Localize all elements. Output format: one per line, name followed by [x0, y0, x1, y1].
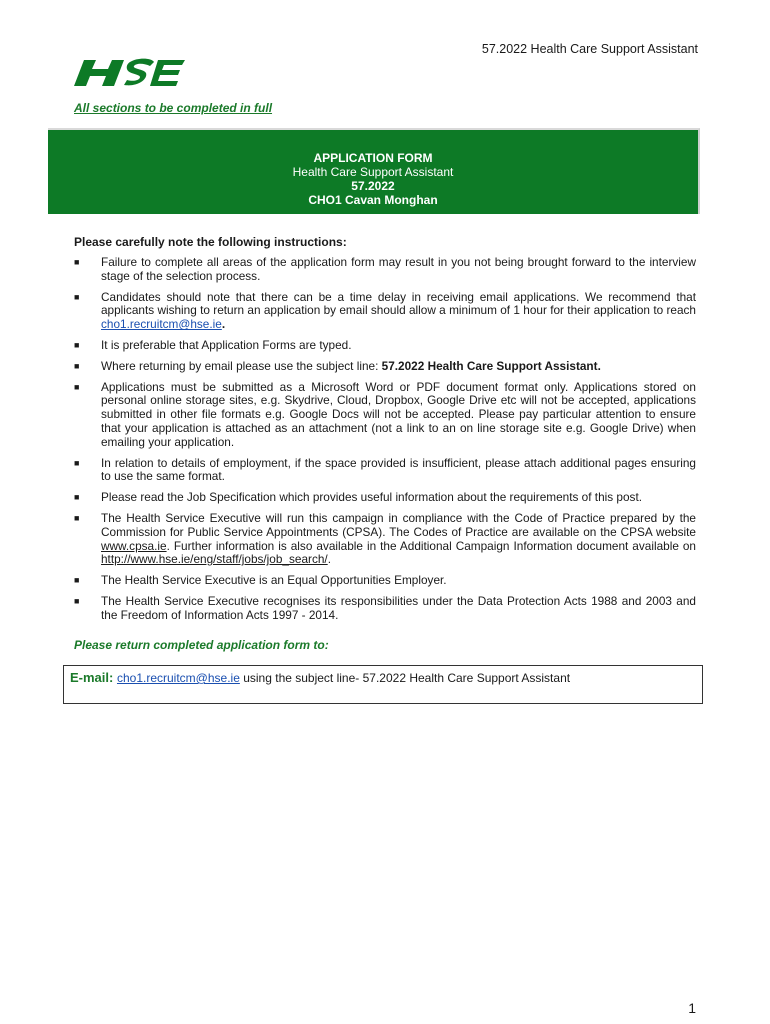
banner-position: Health Care Support Assistant	[292, 165, 454, 179]
bullet-icon: ■	[74, 291, 80, 302]
email-box	[63, 665, 703, 704]
email-label: E-mail:	[70, 670, 117, 685]
instructions-heading: Please carefully note the following instructions:	[74, 235, 347, 249]
instruction-item: ■ The Health Service Executive will run this campaign in compliance with the Code of Practice prepared by the Commission for Public Service Appointments (CPSA). The Codes of Practice are available on the CPSA website www.cpsa.ie. Further information is also available in the Additional Campaign Information document available on http://www.hse.ie/eng/staff/jobs/job_search/.	[74, 510, 696, 567]
recruit-email-link[interactable]: cho1.recruitcm@hse.ie	[101, 317, 222, 332]
instruction-item: ■ Failure to complete all areas of the application form may result in you not being brought forward to the interview stage of the selection process.	[74, 255, 696, 283]
bullet-icon: ■	[74, 360, 80, 371]
instruction-item: ■ In relation to details of employment, if the space provided is insufficient, please attach additional pages ensuring to use the same format.	[74, 455, 696, 484]
document-reference: 57.2022 Health Care Support Assistant	[481, 42, 698, 56]
email-subject-text: using the subject line- 57.2022 Health Care Support Assistant	[239, 671, 571, 685]
instruction-item: ■ Applications must be submitted as a Microsoft Word or PDF document format only. Applications stored on personal online storage sites, e.g. Skydrive, Cloud, Dropbox, Google Drive etc will not be accepted, applications submitted in other file formats e.g. Google Docs will not be accepted. Please pay particular attention to ensure that your application is attached as an attachment (not a link to an on line storage site e.g. Google Drive) when emailing your application.	[74, 379, 696, 449]
instruction-item: ■ Please read the Job Specification which provides useful information about the requirements of this post.	[74, 490, 642, 505]
bullet-icon: ■	[74, 339, 80, 350]
bullet-icon: ■	[74, 595, 80, 606]
bullet-icon: ■	[74, 512, 80, 523]
instruction-item: ■ It is preferable that Application Forms are typed.	[74, 337, 352, 352]
return-note: Please return completed application form to:	[74, 638, 329, 652]
bullet-icon: ■	[74, 492, 80, 503]
instruction-item: ■ The Health Service Executive recognises its responsibilities under the Data Protection Acts 1988 and 2003 and the Freedom of Information Acts 1997 - 2014.	[74, 593, 696, 622]
instruction-item: ■ Where returning by email please use the subject line: 57.2022 Health Care Support Assistant.	[74, 358, 601, 373]
hse-jobs-link[interactable]: http://www.hse.ie/eng/staff/jobs/job_search/	[101, 552, 328, 567]
bullet-icon: ■	[74, 257, 80, 267]
hse-logo	[72, 54, 187, 90]
banner-code: 57.2022	[351, 179, 395, 193]
application-form-banner	[48, 128, 700, 214]
page-number: 1	[688, 1000, 696, 1016]
banner-title: APPLICATION FORM	[313, 151, 433, 165]
instruction-item: ■ Candidates should note that there can be a time delay in receiving email applications. We recommend that applicants wishing to return an application by email should allow a minimum of 1 hour for their application to reach cho1.recruitcm@hse.ie.	[74, 289, 696, 332]
bullet-icon: ■	[74, 381, 80, 392]
cpsa-link[interactable]: www.cpsa.ie	[101, 538, 167, 553]
bullet-icon: ■	[74, 575, 80, 586]
email-address-link[interactable]: cho1.recruitcm@hse.ie	[116, 671, 240, 685]
banner-location: CHO1 Cavan Monghan	[308, 193, 438, 207]
sections-note: All sections to be completed in full	[74, 101, 273, 115]
instruction-item: ■ The Health Service Executive is an Equal Opportunities Employer.	[74, 573, 447, 588]
bullet-icon: ■	[74, 457, 80, 468]
instructions-list	[74, 256, 696, 630]
